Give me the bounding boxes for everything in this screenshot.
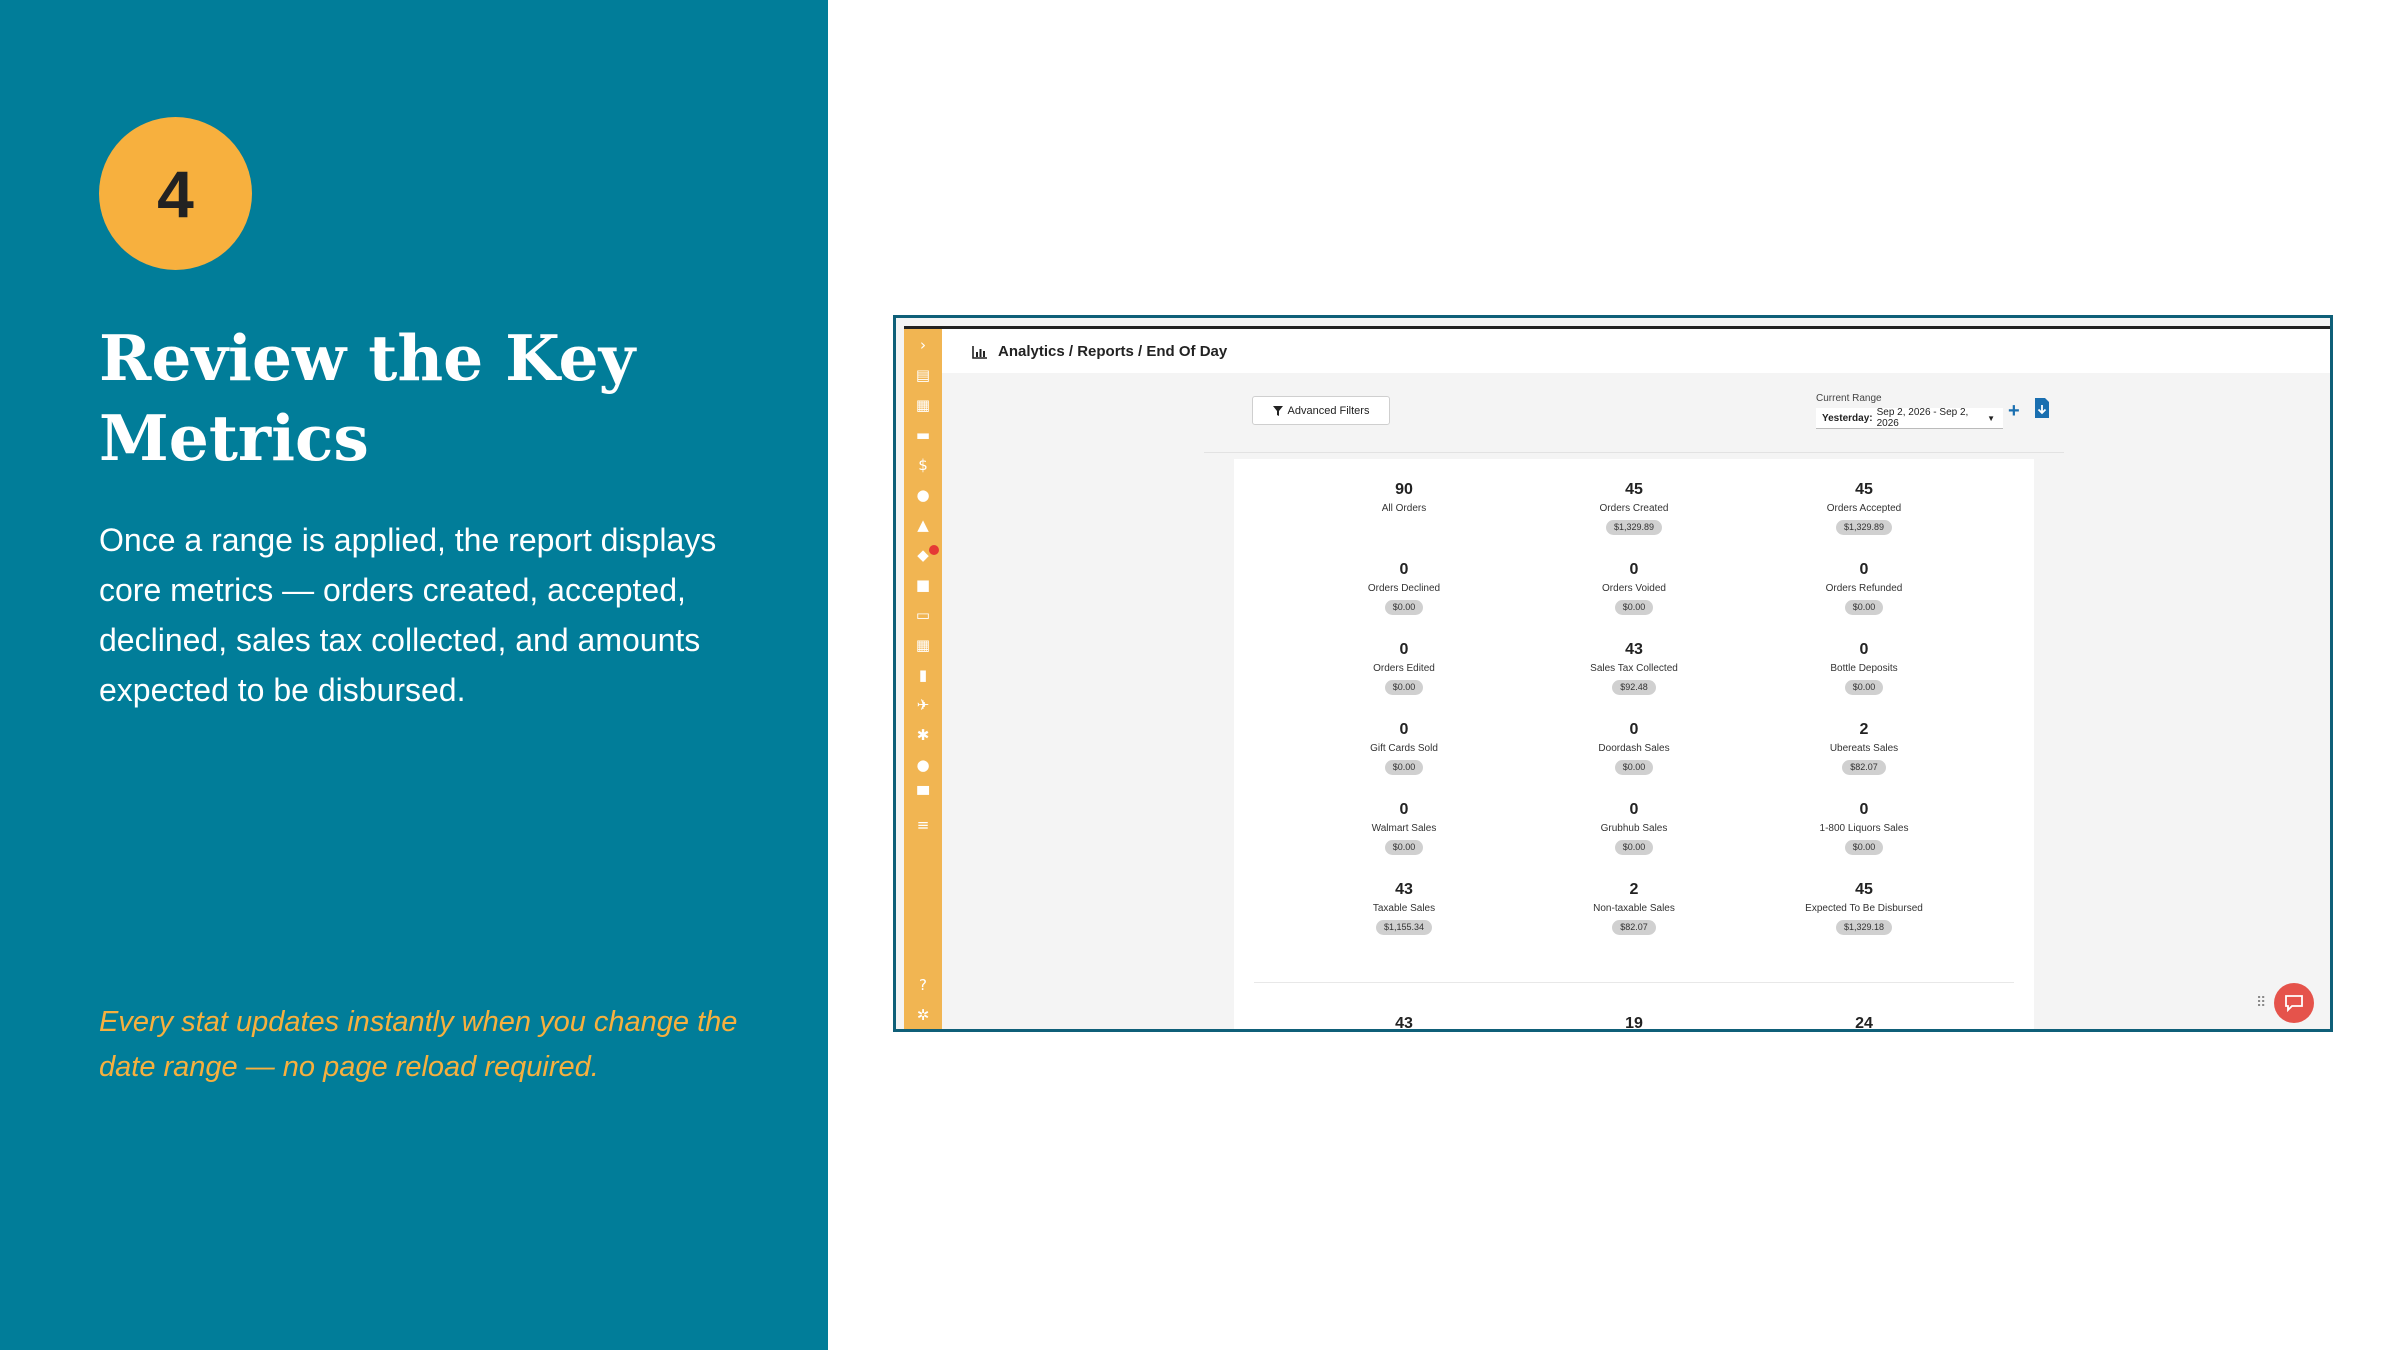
lightbulb-icon[interactable]: ● (916, 756, 930, 774)
metric-label: Ubereats Sales (1829, 743, 1899, 754)
metric-label: Bottle Deposits (1830, 663, 1898, 674)
metric-amount-pill: $1,329.89 (1836, 520, 1892, 535)
metric-tile (1534, 480, 1734, 535)
metric-tile (1534, 720, 1734, 775)
metric-tile (1304, 800, 1504, 855)
metric-label: Sales Tax Collected (1590, 663, 1678, 674)
metric-label: Non-taxable Sales (1593, 903, 1675, 914)
metric-value: 0 (1629, 801, 1639, 818)
metric-tile (1534, 880, 1734, 935)
slide-body: Once a range is applied, the report displays core metrics — orders created, accepted, declined, sales tax collected, and amounts expected to be disbursed. (99, 522, 717, 708)
date-range-select[interactable] (1816, 408, 2003, 429)
metric-label: Orders Refunded (1825, 583, 1903, 594)
metric-value: 2 (1629, 881, 1639, 898)
metric-amount-pill: $82.07 (1842, 760, 1886, 775)
metric-label: Taxable Sales (1372, 903, 1436, 914)
dollar-icon[interactable]: $ (918, 456, 928, 474)
metric-label: Gift Cards Sold (1370, 743, 1438, 754)
metric-amount-pill: $0.00 (1615, 760, 1654, 775)
metric-tile (1304, 880, 1504, 935)
current-range-label: Current Range (1816, 393, 1882, 404)
metric-value: 45 (1855, 481, 1873, 498)
metric-tile (1304, 640, 1504, 695)
flask-icon[interactable]: ▲ (917, 516, 929, 534)
metric-value: 0 (1859, 801, 1869, 818)
metric-value: 24 (1855, 1015, 1873, 1029)
metric-label: All Orders (1381, 503, 1427, 514)
metric-value: 45 (1855, 881, 1873, 898)
app-screenshot (893, 315, 2333, 1032)
metric-value: 45 (1625, 481, 1643, 498)
download-icon[interactable] (2033, 397, 2051, 419)
app-sidebar (904, 329, 942, 1029)
metric-amount-pill: $0.00 (1385, 680, 1424, 695)
add-range-button[interactable]: + (2008, 400, 2020, 422)
step-number-badge: 4 (99, 117, 252, 270)
metric-label: Expected To Be Disbursed (1805, 903, 1923, 914)
metric-value: 43 (1395, 1015, 1413, 1029)
metric-value: 2 (1859, 721, 1869, 738)
truck-icon[interactable]: ■ (915, 576, 931, 594)
report-toolbar (942, 373, 2330, 453)
metric-label: Orders Edited (1373, 663, 1435, 674)
store-icon[interactable]: ▀ (917, 786, 929, 804)
chart-icon[interactable]: ▤ (915, 366, 931, 384)
metric-tile (1304, 560, 1504, 615)
chat-button[interactable] (2274, 983, 2314, 1023)
settings-icon[interactable]: ✲ (916, 1006, 930, 1024)
metric-value: 0 (1399, 561, 1409, 578)
app-header (942, 329, 2330, 373)
range-prefix: Yesterday: (1822, 412, 1873, 424)
breadcrumb (972, 343, 1227, 360)
cart-icon[interactable]: ▬ (915, 426, 931, 444)
database-icon[interactable]: ≡ (916, 816, 930, 834)
metric-amount-pill: $0.00 (1385, 840, 1424, 855)
metric-tile (1764, 880, 1964, 935)
metric-tile (1304, 720, 1504, 775)
metric-tile (1304, 480, 1504, 516)
metric-amount-pill: $1,155.34 (1376, 920, 1432, 935)
metric-amount-pill: $82.07 (1612, 920, 1656, 935)
metric-label: Orders Created (1599, 503, 1669, 514)
metric-value: 0 (1399, 721, 1409, 738)
chat-icon (2284, 994, 2304, 1012)
metric-amount-pill: $0.00 (1615, 840, 1654, 855)
caret-down-icon: ▼ (1987, 413, 1995, 423)
metric-amount-pill: $0.00 (1615, 600, 1654, 615)
metrics-card (1234, 459, 2034, 1029)
filter-icon (1273, 406, 1283, 416)
metric-label: Grubhub Sales (1600, 823, 1668, 834)
app-window (904, 326, 2330, 1029)
users-icon[interactable]: ● (916, 486, 930, 504)
metric-value: 0 (1859, 641, 1869, 658)
left-panel (0, 0, 828, 1350)
metric-amount-pill: $92.48 (1612, 680, 1656, 695)
metric-value: 43 (1395, 881, 1413, 898)
metric-tile (1764, 720, 1964, 775)
metric-value: 90 (1395, 481, 1413, 498)
metric-tile (1764, 560, 1964, 615)
metric-value: 0 (1399, 801, 1409, 818)
metric-amount-pill: $0.00 (1385, 600, 1424, 615)
metric-amount-pill: $0.00 (1385, 760, 1424, 775)
metric-tile (1534, 800, 1734, 855)
advanced-filters-label: Advanced Filters (1287, 404, 1370, 417)
plane-icon[interactable]: ✈ (916, 696, 930, 714)
id-card-icon[interactable]: ▭ (915, 606, 931, 624)
range-value: Sep 2, 2026 - Sep 2, 2026 (1876, 407, 1969, 429)
metric-amount-pill: $1,329.89 (1606, 520, 1662, 535)
metric-tile (1534, 640, 1734, 695)
toolbar-divider (1204, 452, 2064, 453)
breadcrumb-text: Analytics / Reports / End Of Day (998, 343, 1228, 360)
calendar-icon[interactable]: ▦ (915, 636, 931, 654)
metric-amount-pill: $0.00 (1845, 600, 1884, 615)
book-icon[interactable]: ▮ (918, 666, 928, 684)
chevron-right-icon[interactable]: › (920, 336, 926, 354)
metric-label: Orders Accepted (1826, 503, 1902, 514)
slide-note: Every stat updates instantly when you change the date range — no page reload required. (99, 1006, 738, 1083)
metric-label: Orders Declined (1367, 583, 1441, 594)
metric-value: 43 (1625, 641, 1643, 658)
metric-tile (1764, 800, 1964, 855)
grid-icon[interactable]: ▦ (915, 396, 931, 414)
metric-tile (1534, 560, 1734, 615)
metric-amount-pill: $0.00 (1845, 680, 1884, 695)
metric-label: 1-800 Liquors Sales (1819, 823, 1909, 834)
metric-label: Walmart Sales (1371, 823, 1437, 834)
metric-value: 0 (1629, 721, 1639, 738)
tag-icon[interactable]: ◆ (917, 546, 929, 564)
metric-tile (1764, 480, 1964, 535)
metric-amount-pill: $1,329.18 (1836, 920, 1892, 935)
metric-value: 0 (1399, 641, 1409, 658)
puzzle-icon[interactable]: ✱ (916, 726, 930, 744)
metric-amount-pill: $0.00 (1845, 840, 1884, 855)
metric-value: 0 (1859, 561, 1869, 578)
slide-title: Review the Key Metrics (99, 321, 636, 475)
metric-value: 0 (1629, 561, 1639, 578)
metric-tile (1764, 640, 1964, 695)
metric-value: 19 (1625, 1015, 1643, 1029)
notification-badge (929, 545, 939, 555)
card-divider (1254, 982, 2014, 983)
advanced-filters-button[interactable] (1252, 396, 1390, 425)
analytics-icon (972, 345, 988, 359)
drag-handle-icon[interactable]: ⠿ (2256, 994, 2267, 1010)
metric-label: Doordash Sales (1598, 743, 1670, 754)
help-icon[interactable]: ? (919, 976, 927, 994)
metric-label: Orders Voided (1602, 583, 1666, 594)
